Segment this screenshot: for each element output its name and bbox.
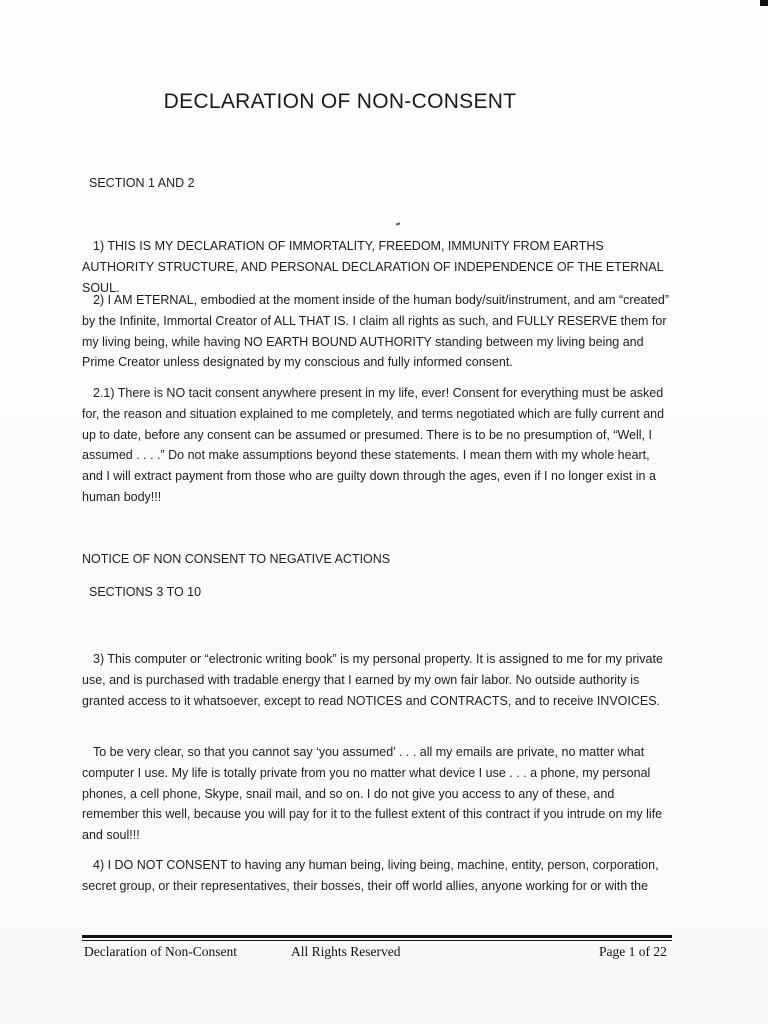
scan-speck	[396, 222, 400, 225]
footer-rights: All Rights Reserved	[291, 944, 401, 959]
section-label-1-2: SECTION 1 AND 2	[89, 176, 195, 190]
scan-corner-mark	[760, 0, 768, 6]
paragraph-1: 1) THIS IS MY DECLARATION OF IMMORTALITY, FREEDOM, IMMUNITY FROM EARTHS AUTHORITY STRUCTURE, AND PERSONAL DECLARATION OF INDEPENDENCE OF THE ETERNAL SOUL.	[82, 239, 664, 295]
footer-rule-thick	[82, 935, 672, 938]
paragraph-3: 3) This computer or “electronic writing book” is my personal property. It is assigned to me for my private use, and is purchased with tradable energy that I earned by my own fair labor. No outside authority is granted access to it whatsoever, except to read NOTICES and CONTRACTS, and to receive INVOICES.	[82, 652, 663, 708]
paragraph-2: 2) I AM ETERNAL, embodied at the moment inside of the human body/suit/instrument, and am “created” by the Infinite, Immortal Creator of ALL THAT IS. I claim all rights as such, and FULLY RESERVE them for my living being, while having NO EARTH BOUND AUTHORITY standing between my living being and Prime Creator unless designated by my conscious and fully informed consent.	[82, 293, 669, 370]
paragraph-2-1: 2.1) There is NO tacit consent anywhere present in my life, ever! Consent for everything must be asked for, the reason and situation explained to me completely, and terms negotiated which are fully current and up to date, before any consent can be assumed or presumed. There is to be no presumption of, “Well, I assumed . . . .” Do not make assumptions beyond these statements. I mean them with my whole heart, and I will extract payment from those who are guilty down through the ages, even if I no longer exist in a human body!!!	[82, 386, 665, 504]
paragraph-4: 4) I DO NOT CONSENT to having any human being, living being, machine, entity, person, corporation, secret group, or their representatives, their bosses, their off world allies, anyone working for or with the	[82, 858, 659, 893]
document-title: DECLARATION OF NON-CONSENT	[163, 90, 517, 113]
footer-document-name: Declaration of Non-Consent	[84, 944, 237, 959]
footer-rule-thin	[82, 940, 672, 941]
section-label-3-10: SECTIONS 3 TO 10	[89, 585, 202, 599]
notice-heading: NOTICE OF NON CONSENT TO NEGATIVE ACTIONS	[82, 552, 391, 566]
footer-page-number: Page 1 of 22	[599, 944, 667, 959]
paragraph-3-continued: To be very clear, so that you cannot say ‘you assumed’ . . . all my emails are private, no matter what computer I use. My life is totally private from you no matter what device I use . . . a phone, my personal phones, a cell phone, Skype, snail mail, and so on. I do not give you access to any of these, and remember this well, because you will pay for it to the fullest extent of this contract if you intrude on my life and soul!!!	[82, 745, 663, 843]
